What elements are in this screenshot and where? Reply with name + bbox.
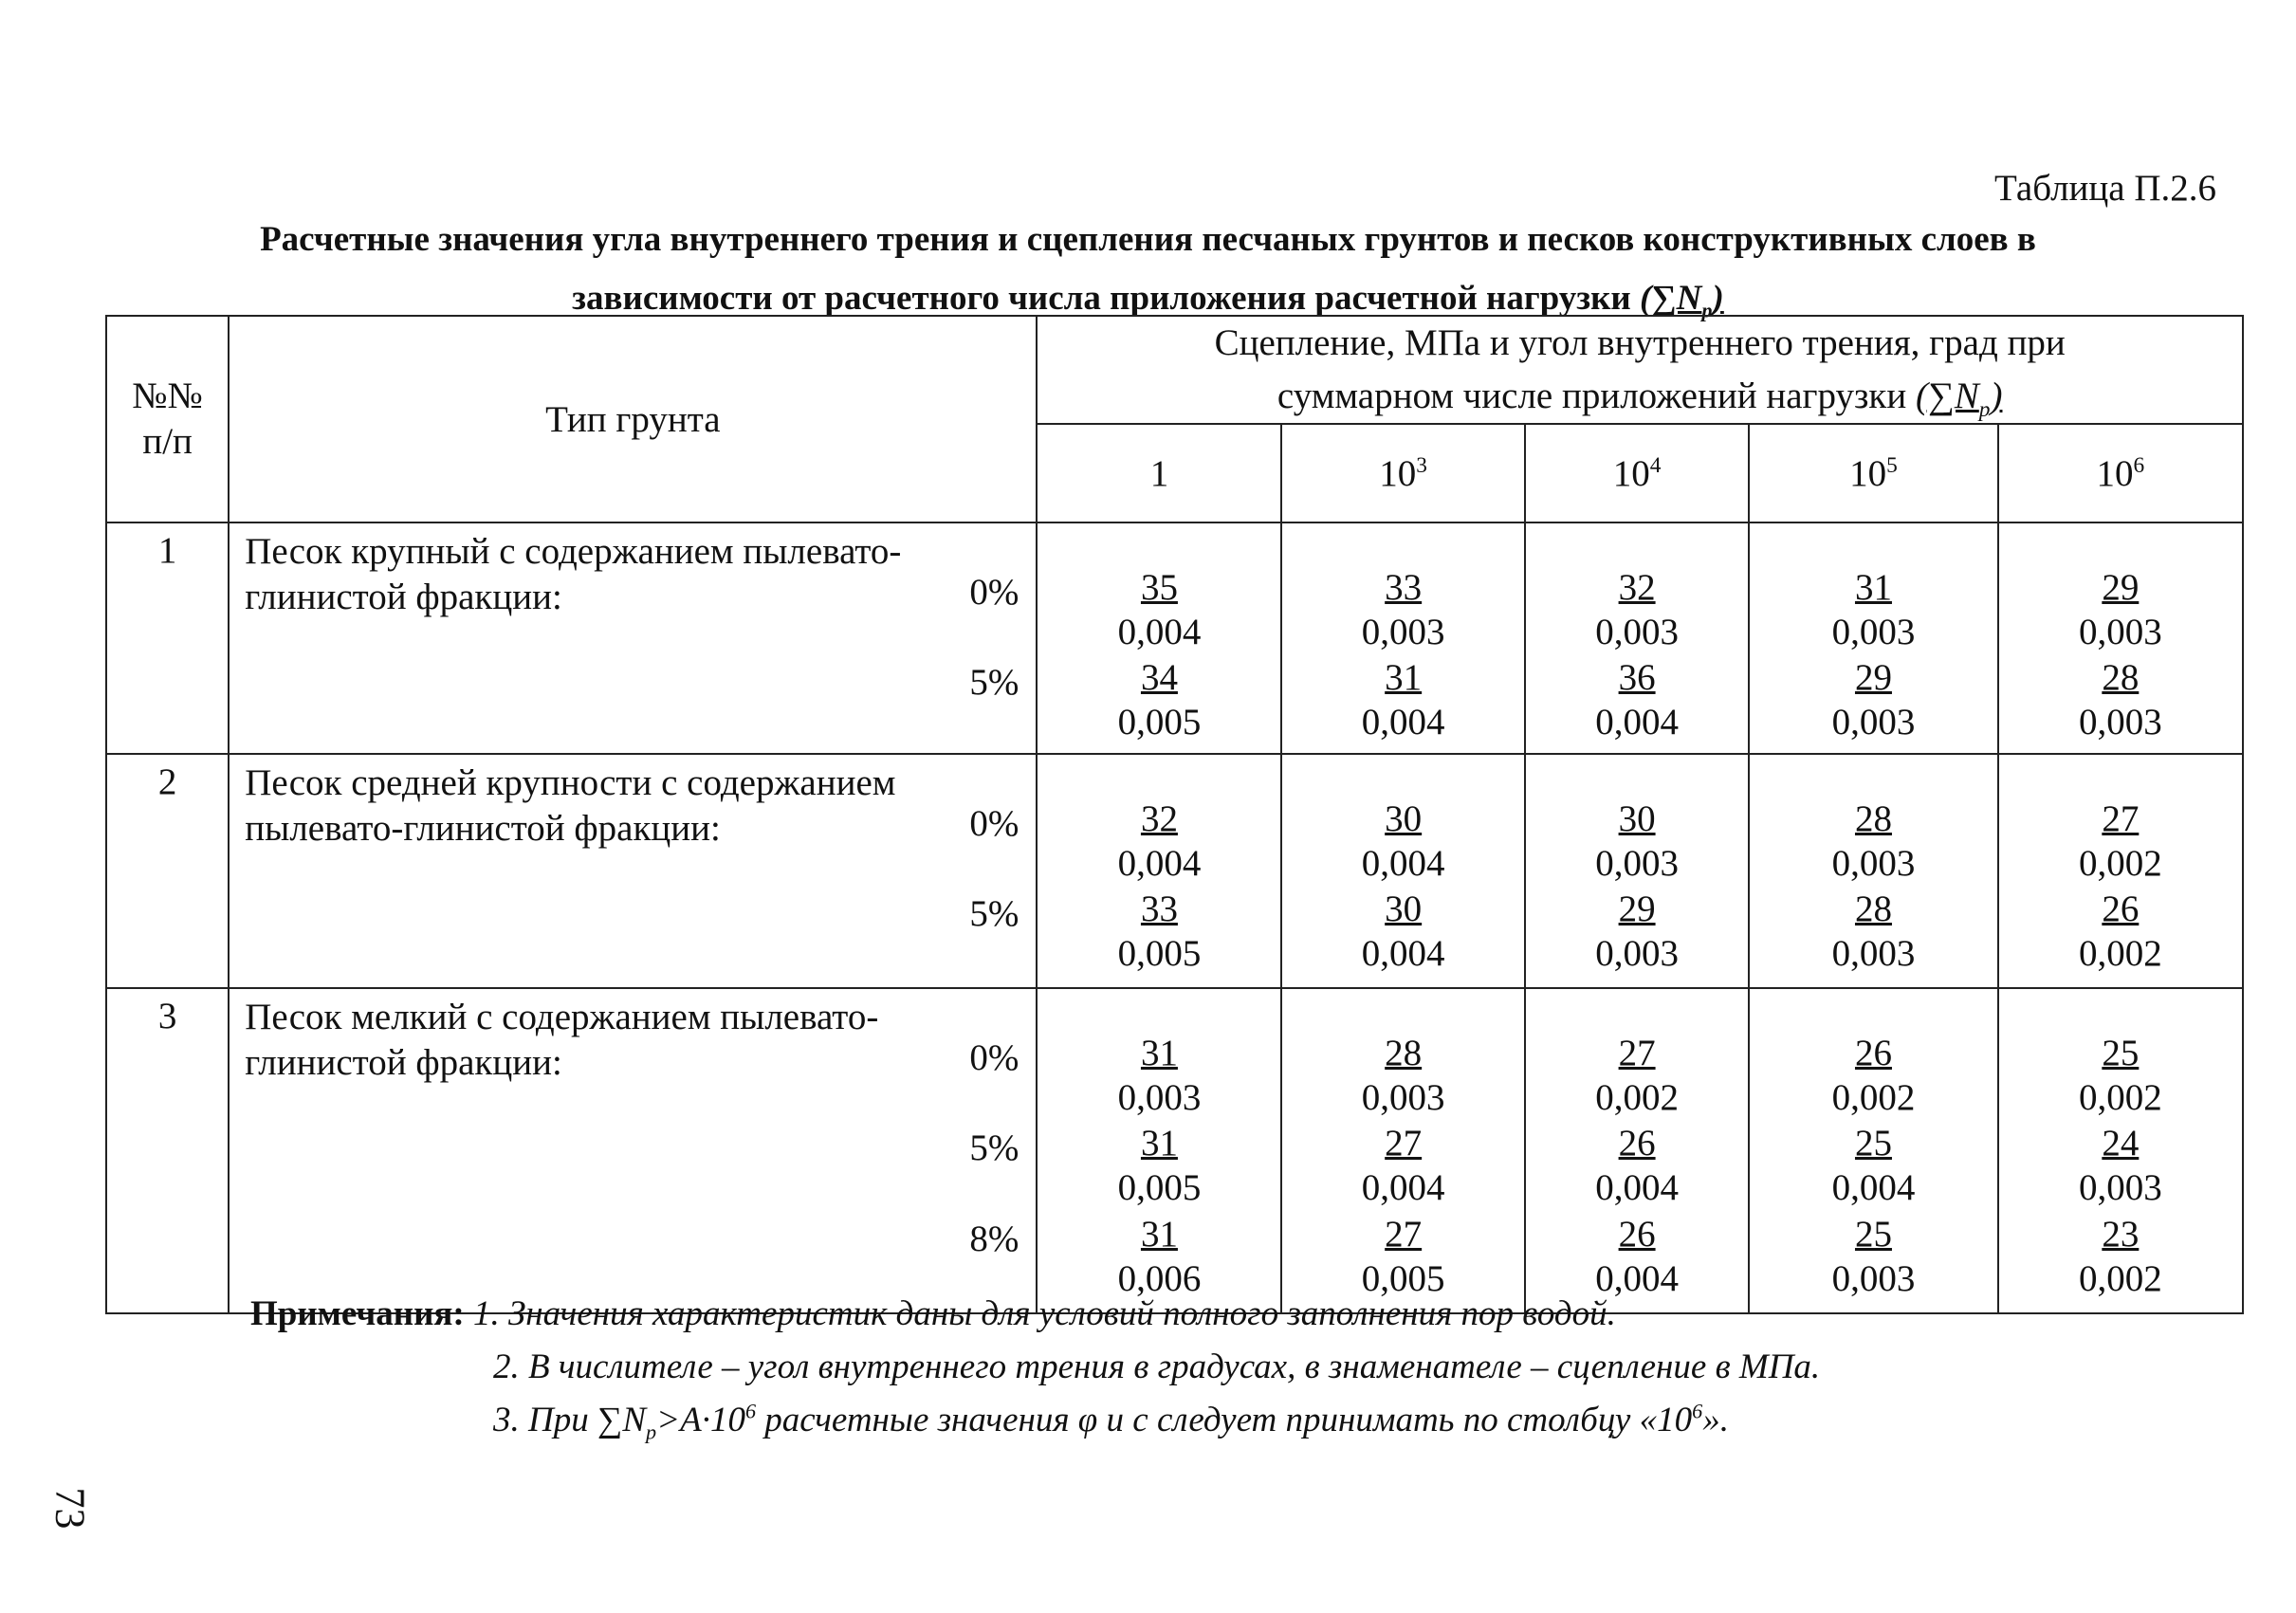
cohesion-value: 0,003 (2078, 702, 2162, 742)
cohesion-value: 0,002 (2078, 1077, 2162, 1118)
friction-angle-value: 31 (1140, 1214, 1178, 1255)
friction-angle-value: 34 (1140, 657, 1178, 698)
value-fraction (1038, 1121, 1280, 1210)
soil-name-line: Песок мелкий с содержанием пылевато- (245, 997, 879, 1037)
cohesion-value: 0,003 (1595, 933, 1679, 974)
cohesion-value: 0,003 (1117, 1077, 1202, 1118)
cohesion-value: 0,004 (1595, 702, 1679, 742)
friction-angle-value: 27 (2102, 798, 2140, 839)
value-fraction (1038, 1031, 1280, 1120)
note-3: 3. При $\sum N_p>A\cdot 10^6$ расчетные значения φ и с следует принимать по столбцу «$10^6$». (493, 1399, 1729, 1444)
value-cell (1525, 754, 1750, 988)
data-table (105, 315, 2244, 1314)
value-fraction (1750, 1121, 1996, 1210)
cohesion-value: 0,002 (1595, 1077, 1679, 1118)
header-group: Сцепление, МПа и угол внутреннего трения, град при суммарном числе приложений нагрузки $(\sum N_p)$ (1037, 316, 2243, 424)
value-fraction (1750, 565, 1996, 654)
cohesion-value: 0,006 (1117, 1258, 1202, 1299)
friction-angle-value: 33 (1385, 567, 1423, 608)
fraction-percent: 0% (969, 803, 1019, 844)
table-title (104, 211, 2192, 328)
cohesion-value: 0,003 (1831, 1258, 1916, 1299)
friction-angle-value: 26 (1618, 1214, 1656, 1255)
fraction-percent: 0% (969, 1037, 1019, 1078)
cohesion-value: 0,003 (1831, 612, 1916, 652)
value-fraction (1526, 655, 1749, 744)
value-cell (1749, 754, 1997, 988)
value-fraction (1282, 565, 1523, 654)
value-fraction (1038, 655, 1280, 744)
value-fraction (1038, 887, 1280, 976)
friction-angle-value: 32 (1618, 567, 1656, 608)
cohesion-value: 0,005 (1117, 1167, 1202, 1208)
notes (250, 1288, 1820, 1447)
value-fraction (1038, 565, 1280, 654)
row-index: 2 (106, 754, 229, 988)
header-col-5: $10^6$ (1998, 424, 2243, 522)
cohesion-value: 0,002 (2078, 933, 2162, 974)
note-1: Примечания: 1. Значения характеристик даны для условий полного заполнения пор водой. (250, 1294, 1616, 1333)
soil-type-cell (229, 754, 1037, 988)
value-cell (1998, 988, 2243, 1313)
value-cell (1749, 522, 1997, 754)
value-fraction (1750, 887, 1996, 976)
title-line-2-text: зависимости от расчетного числа приложения расчетной нагрузки (572, 279, 1631, 318)
soil-name-line: пылевато-глинистой фракции: (245, 808, 721, 849)
soil-type-cell (229, 988, 1037, 1313)
row-index: 3 (106, 988, 229, 1313)
value-fraction (1526, 565, 1749, 654)
value-cell (1037, 988, 1281, 1313)
fraction-percent: 5% (969, 662, 1019, 703)
friction-angle-value: 25 (2102, 1033, 2140, 1073)
cohesion-value: 0,003 (1361, 612, 1445, 652)
friction-angle-value: 31 (1140, 1123, 1178, 1164)
fraction-percent: 0% (969, 572, 1019, 613)
value-fraction (1999, 655, 2242, 744)
value-cell (1525, 988, 1750, 1313)
cohesion-value: 0,003 (1831, 702, 1916, 742)
friction-angle-value: 30 (1385, 798, 1423, 839)
value-cell (1998, 754, 2243, 988)
cohesion-value: 0,004 (1117, 612, 1202, 652)
friction-angle-value: 27 (1385, 1214, 1423, 1255)
header-number: №№ п/п (106, 316, 229, 522)
friction-angle-value: 27 (1618, 1033, 1656, 1073)
value-cell (1037, 522, 1281, 754)
cohesion-value: 0,004 (1361, 843, 1445, 884)
cohesion-value: 0,005 (1117, 933, 1202, 974)
cohesion-value: 0,004 (1361, 933, 1445, 974)
cohesion-value: 0,005 (1361, 1258, 1445, 1299)
friction-angle-value: 31 (1854, 567, 1892, 608)
page-number: 73 (46, 1487, 94, 1530)
friction-angle-value: 28 (1385, 1033, 1423, 1073)
soil-name-line: Песок крупный с содержанием пылевато- (245, 531, 902, 572)
cohesion-value: 0,002 (1831, 1077, 1916, 1118)
friction-angle-value: 25 (1854, 1214, 1892, 1255)
friction-angle-value: 35 (1140, 567, 1178, 608)
cohesion-value: 0,004 (1595, 1258, 1679, 1299)
cohesion-value: 0,003 (1595, 612, 1679, 652)
friction-angle-value: 28 (1854, 889, 1892, 929)
cohesion-value: 0,004 (1117, 843, 1202, 884)
friction-angle-value: 28 (2102, 657, 2140, 698)
friction-angle-value: 30 (1385, 889, 1423, 929)
soil-name-line: Песок средней крупности с содержанием (245, 762, 896, 803)
cohesion-value: 0,004 (1361, 1167, 1445, 1208)
friction-angle-value: 25 (1854, 1123, 1892, 1164)
value-fraction (1999, 1121, 2242, 1210)
friction-angle-value: 29 (1854, 657, 1892, 698)
value-fraction (1999, 797, 2242, 886)
value-fraction (1526, 797, 1749, 886)
note-2: 2. В числителе – угол внутреннего трения в градусах, в знаменателе – сцепление в МПа. (493, 1347, 1821, 1386)
header-col-3: $10^4$ (1525, 424, 1750, 522)
row-index: 1 (106, 522, 229, 754)
friction-angle-value: 29 (2102, 567, 2140, 608)
friction-angle-value: 29 (1618, 889, 1656, 929)
header-soil-type: Тип грунта (229, 316, 1037, 522)
value-fraction (1282, 655, 1523, 744)
table-row (106, 754, 2243, 988)
value-fraction (1999, 565, 2242, 654)
header-col-2: $10^3$ (1281, 424, 1524, 522)
friction-angle-value: 36 (1618, 657, 1656, 698)
value-fraction (1526, 1121, 1749, 1210)
value-fraction (1038, 797, 1280, 886)
cohesion-value: 0,004 (1361, 702, 1445, 742)
value-fraction (1750, 797, 1996, 886)
cohesion-value: 0,005 (1117, 702, 1202, 742)
fraction-percent: 5% (969, 893, 1019, 934)
value-cell (1998, 522, 2243, 754)
value-fraction (1526, 887, 1749, 976)
friction-angle-value: 33 (1140, 889, 1178, 929)
value-fraction (1750, 655, 1996, 744)
value-fraction (1526, 1031, 1749, 1120)
soil-name-line: глинистой фракции: (245, 1042, 562, 1083)
value-cell (1525, 522, 1750, 754)
cohesion-value: 0,004 (1831, 1167, 1916, 1208)
value-cell (1037, 754, 1281, 988)
table-row (106, 988, 2243, 1313)
cohesion-value: 0,003 (2078, 612, 2162, 652)
title-symbol: $(\sum N_p)$ (1639, 279, 1724, 322)
friction-angle-value: 31 (1385, 657, 1423, 698)
value-fraction (1750, 1031, 1996, 1120)
value-fraction (1999, 887, 2242, 976)
value-fraction (1999, 1031, 2242, 1120)
value-cell (1281, 988, 1524, 1313)
value-fraction (1282, 887, 1523, 976)
cohesion-value: 0,003 (1831, 843, 1916, 884)
table-label: Таблица П.2.6 (1994, 168, 2216, 209)
friction-angle-value: 27 (1385, 1123, 1423, 1164)
friction-angle-value: 26 (1854, 1033, 1892, 1073)
value-cell (1749, 988, 1997, 1313)
title-line-1: Расчетные значения угла внутреннего трения и сцепления песчаных грунтов и песков конструктивных слоев в (260, 220, 2036, 259)
friction-angle-value: 32 (1140, 798, 1178, 839)
friction-angle-value: 24 (2102, 1123, 2140, 1164)
cohesion-value: 0,002 (2078, 1258, 2162, 1299)
friction-angle-value: 23 (2102, 1214, 2140, 1255)
value-cell (1281, 754, 1524, 988)
fraction-percent: 5% (969, 1127, 1019, 1168)
cohesion-value: 0,003 (1831, 933, 1916, 974)
value-fraction (1282, 797, 1523, 886)
cohesion-value: 0,004 (1595, 1167, 1679, 1208)
friction-angle-value: 26 (1618, 1123, 1656, 1164)
header-col-1: 1 (1037, 424, 1281, 522)
cohesion-value: 0,003 (1361, 1077, 1445, 1118)
cohesion-value: 0,002 (2078, 843, 2162, 884)
cohesion-value: 0,003 (1595, 843, 1679, 884)
value-cell (1281, 522, 1524, 754)
friction-angle-value: 28 (1854, 798, 1892, 839)
table-row (106, 522, 2243, 754)
fraction-percent: 8% (969, 1219, 1019, 1259)
value-fraction (1282, 1031, 1523, 1120)
soil-type-cell (229, 522, 1037, 754)
friction-angle-value: 30 (1618, 798, 1656, 839)
friction-angle-value: 31 (1140, 1033, 1178, 1073)
value-fraction (1282, 1121, 1523, 1210)
header-col-4: $10^5$ (1749, 424, 1997, 522)
value-fraction (1999, 1212, 2242, 1301)
soil-name-line: глинистой фракции: (245, 577, 562, 617)
friction-angle-value: 26 (2102, 889, 2140, 929)
cohesion-value: 0,003 (2078, 1167, 2162, 1208)
